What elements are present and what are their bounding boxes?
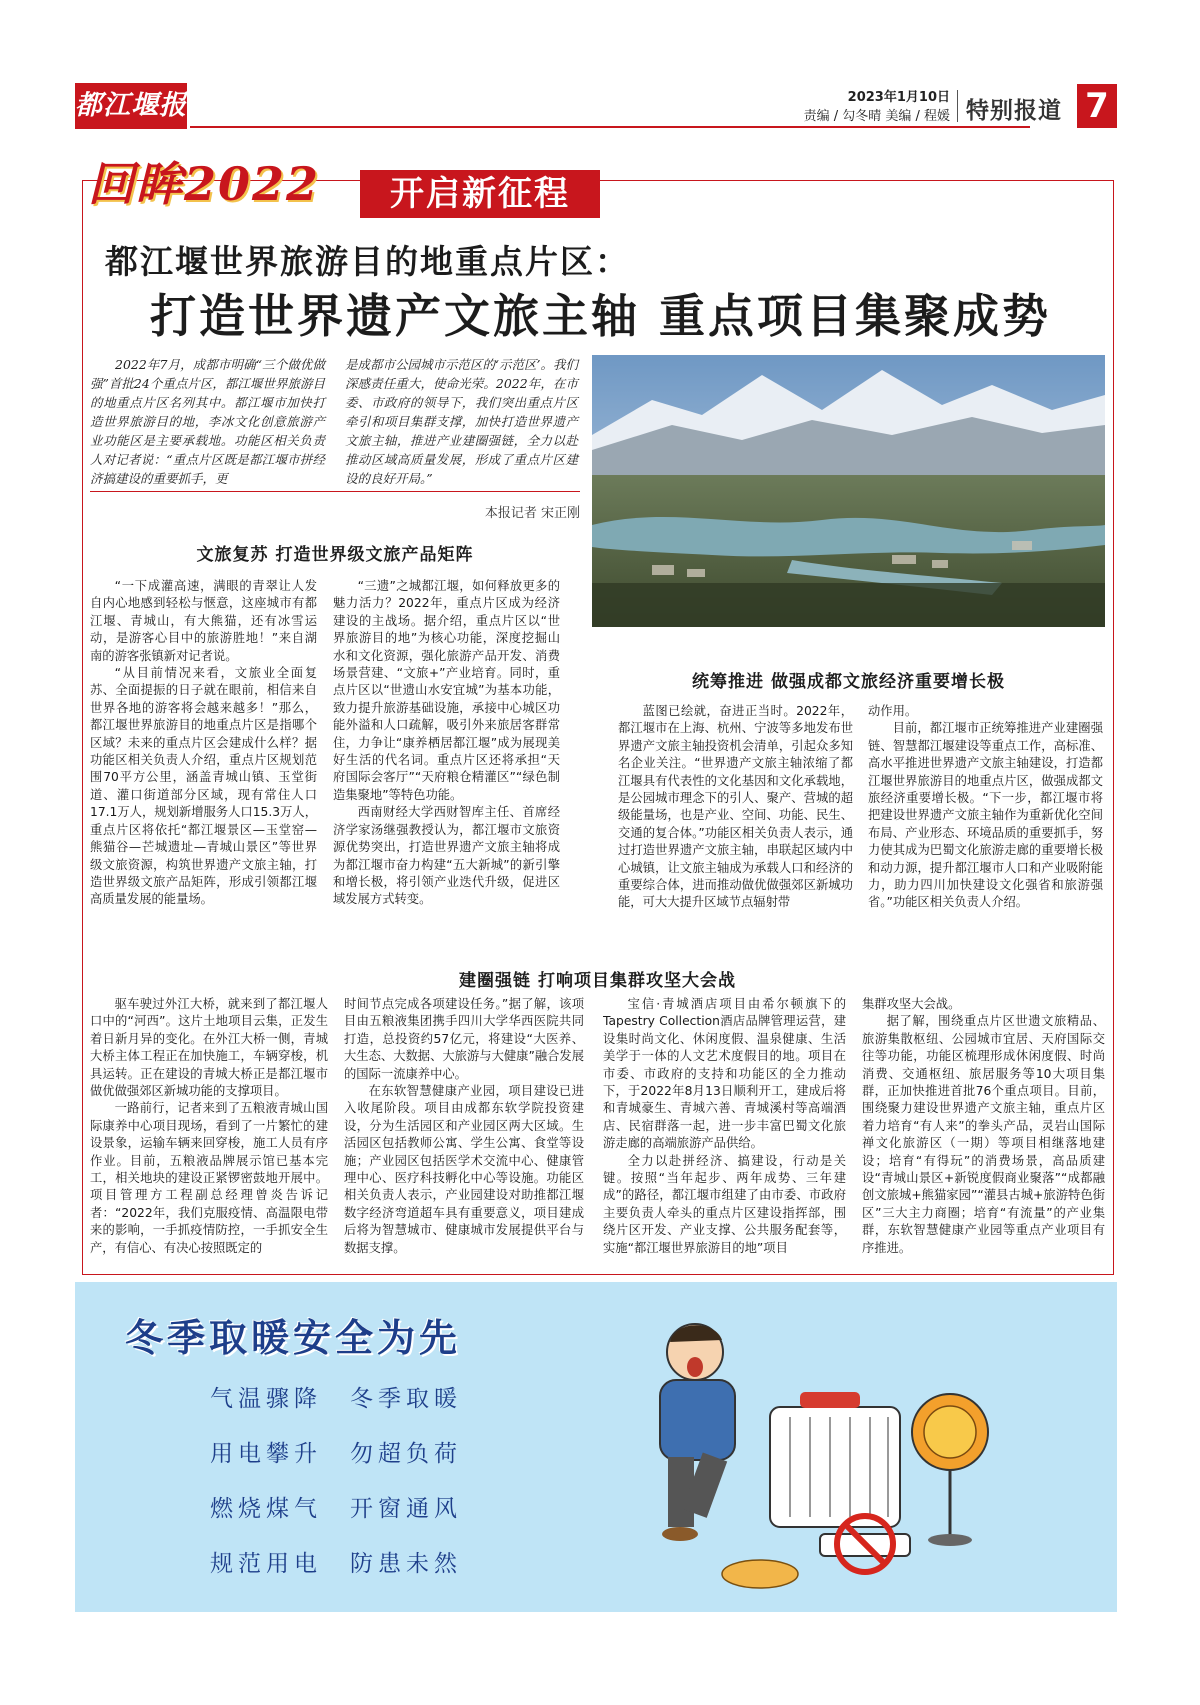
section-heading-1: 文旅复苏 打造世界级文旅产品矩阵 [196,545,474,565]
paragraph: “从目前情况来看，文旅业全面复苏、全面提振的日子就在眼前，相信来自世界各地的游客将会越来越多！”那么，都江堰世界旅游目的地重点片区是指哪个区域？未来的重点片区会建成什么样？据功能区相关负责人介绍，重点片区规划范围70平方公里，涵盖青城山镇、玉堂街道、灌口街道部分区域，现有常住人口17.1万人，规划新增服务人口15.3万人，重点片区将依托“都江堰景区—玉堂窑—熊猫谷—芒城遗址—青城山景区”等世界级文旅资源，构筑世界遗产文旅主轴，打造世界级文旅产品矩阵，形成引领都江堰高质量发展的能量场。 [90,666,317,907]
slogan-phrase: 气温骤降 [210,1386,322,1412]
page-number: 7 [1077,84,1117,128]
slogan-phrase: 防患未然 [350,1551,462,1577]
lead-divider [90,491,580,492]
safety-slogan-line [210,1380,490,1413]
safety-slogan-line [210,1545,490,1578]
paragraph: 全力以赴拼经济、搞建设，行动是关键。按照“当年起步、两年成势、三年建成”的路径，都江堰市组建了由市委、市政府主要负责人牵头的重点片区建设指挥部，围绕片区开发、产业支撑、公共服务配套等，实施“都江堰世界旅游目的地”项目 [603,1153,846,1255]
lead-paragraph-1: 2022年7月，成都市明确“三个做优做强”首批24个重点片区，都江堰世界旅游目的地重点片区名列其中。都江堰市加快打造世界旅游目的地，李冰文化创意旅游产业功能区是主要承载地。功能区相关负责人对记者说：“重点片区既是都江堰市拼经济搞建设的重要抓手，更 [90,357,325,486]
slogan-phrase: 用电攀升 [210,1441,322,1467]
paragraph: 驱车驶过外江大桥，就来到了都江堰人口中的“河西”。这片土地项目云集，正发生着日新月异的变化。在外江大桥一侧，青城大桥主体工程正在加快施工，车辆穿梭，机具运转。正在建设的青城大桥正是都江堰市做优做强郊区新城功能的支撑项目。 [90,997,328,1099]
editors-credit: 责编 / 勾冬晴 美编 / 程媛 [803,109,950,124]
paragraph: “一下成灌高速，满眼的青翠让人发自内心地感到轻松与惬意，这座城市有都江堰、青城山，有大熊猫，还有冰雪运动，是游客心目中的旅游胜地！”来自湖南的游客张镇新对记者说。 [90,579,317,663]
slogan-phrase: 开窗通风 [350,1496,462,1522]
heater-warning-illustration [640,1312,1040,1602]
paragraph: “三遗”之城都江堰，如何释放更多的魅力活力？2022年，重点片区成为经济建设的主战场。据介绍，重点片区以“世界旅游目的地”为核心功能，深度挖掘山水和文化资源，强化旅游产品开发、消费场景营建、“文旅+”产业培育。同时，重点片区以“世遗山水安宜城”为基本功能，致力提升旅游基础设施，承接中心城区功能外溢和人口疏解，吸引外来旅居客群常住，力争让“康养栖居都江堰”成为展现美好生活的代名词。重点片区还将承担“天府国际会客厅”“天府粮仓精灌区”“绿色制造集聚地”等特色功能。 [333,579,560,802]
newspaper-logo: 都江堰报 [75,83,187,129]
headline-main: 打造世界遗产文旅主轴 重点项目集聚成势 [150,289,1052,343]
section-heading-2: 统筹推进 做强成都文旅经济重要增长极 [692,672,1005,692]
section3-column-3 [603,996,846,1268]
paragraph: 宝信·青城酒店项目由希尔顿旗下的Tapestry Collection酒店品牌管理运营，建设集时尚文化、休闲度假、温泉健康、生活美学于一体的人文艺术度假目的地。项目在市委、市政府的支持和功能区的全力推动下，于2022年8月13日顺利开工，建成后将和青城豪生、青城六善、青城溪村等高端酒店、民宿群落一起，进一步丰富巴蜀文化旅游走廊的高端旅游产品供给。 [603,997,846,1151]
banner-subtitle: 开启新征程 [360,170,600,218]
cartoon-man-heater-icon [640,1312,1040,1602]
paragraph: 蓝图已绘就，奋进正当时。2022年，都江堰市在上海、杭州、宁波等多地发布世界遗产文旅主轴投资机会清单，引起众多知名企业关注。“世界遗产文旅主轴浓缩了都江堰具有代表性的文化基因和文化承载地，是公园城市理念下的引人、聚产、营城的超级能量场，也是产业、空间、功能、民生、交通的复合体。”功能区相关负责人表示，通过打造世界遗产文旅主轴，串联起区域内中心城镇，让文旅主轴成为承载人口和经济的重要综合体，进而推动做优做强郊区新城功能，可大大提升区域节点辐射带 [618,704,853,910]
slogan-phrase: 规范用电 [210,1551,322,1577]
section1-column-2 [333,578,560,958]
paragraph: 西南财经大学西财智库主任、首席经济学家汤继强教授认为，都江堰市文旅资源优势突出，打造世界遗产文旅主轴将成为都江堰市奋力构建“五大新城”的新引擎和增长极，将引领产业迭代升级，促进区域发展方式转变。 [333,805,560,907]
headline-kicker: 都江堰世界旅游目的地重点片区： [105,242,630,281]
banner-year-title: 回眸2022 [88,157,321,211]
paragraph: 一路前行，记者来到了五粮液青城山国际康养中心项目现场，看到了一片繁忙的建设景象，运输车辆来回穿梭，施工人员有序作业。目前，五粮液品牌展示馆已基本完工，相关地块的建设正紧锣密鼓地开展中。项目管理方工程副总经理曾炎告诉记者：“2022年，我们克服疫情、高温限电带来的影响，一手抓疫情防控，一手抓安全生产，有信心、有决心按照既定的 [90,1101,328,1255]
landscape-photo [592,355,1105,627]
slogan-phrase: 冬季取暖 [350,1386,462,1412]
section3-column-1 [90,996,328,1268]
mountain-river-image [592,355,1105,627]
paragraph: 目前，都江堰市正统筹推进产业建圈强链、智慧都江堰建设等重点工作，高标准、高水平推进世界遗产文旅主轴建设，打造都江堰世界旅游目的地重点片区，做强成都文旅经济重要增长极。“下一步，都江堰市将把建设世界遗产文旅主轴作为重新优化空间布局、产业形态、环境品质的重要抓手，努力使其成为巴蜀文化旅游走廊的重要增长极和动力源，提升都江堰市人口和产业吸附能力，助力四川加快建设文化强省和旅游强省。”功能区相关负责人介绍。 [868,721,1103,910]
paragraph: 在东软智慧健康产业园，项目建设已进入收尾阶段。项目由成都东软学院投资建设，分为生活园区和产业园区两大区域。生活园区包括教师公寓、学生公寓、食堂等设施；产业园区包括医学术交流中心、健康管理中心、医疗科技孵化中心等设施。功能区相关负责人表示，产业园建设对助推都江堰数字经济弯道超车具有重要意义，项目建成后将为智慧城市、健康城市发展提供平台与数据支撑。 [344,1084,584,1255]
slogan-phrase: 勿超负荷 [350,1441,462,1467]
slogan-phrase: 燃烧煤气 [210,1496,322,1522]
paragraph: 动作用。 [868,704,918,718]
section1-column-1 [90,578,317,958]
section3-column-4 [862,996,1105,1268]
safety-slogan-line [210,1490,490,1523]
paragraph: 据了解，围绕重点片区世遗文旅精品、旅游集散枢纽、公园城市宜居、天府国际交往等功能，功能区梳理形成休闲度假、时尚消费、交通枢纽、旅居服务等10大项目集群，正加快推进首批76个重点项目。目前，围绕聚力建设世界遗产文旅主轴，重点片区着力培育“有人来”的拳头产品，灵岩山国际禅文化旅游区（一期）等项目相继落地建设；培育“有得玩”的消费场景，高品质建设“青城山景区+新锐度假商业聚落”“成都融创文旅城+熊猫家园”“灌县古城+旅游特色街区”三大主力商圈；培育“有流量”的产业集群，东软智慧健康产业园等重点产业项目有序推进。 [862,1014,1105,1255]
section2-column-2 [868,703,1103,958]
safety-ad-title: 冬季取暖安全为先 [125,1316,462,1360]
reporter-byline: 本报记者 宋正刚 [484,506,580,521]
masthead-rule [190,126,1030,128]
masthead-separator [957,90,958,122]
paragraph: 时间节点完成各项建设任务。”据了解，该项目由五粮液集团携手四川大学华西医院共同打造，总投资约57亿元，将建设“大医养、大生态、大数据、大旅游与大健康”融合发展的国际一流康养中心。 [344,997,584,1081]
issue-date: 2023年1月10日 [847,90,950,105]
section3-column-2 [344,996,584,1268]
section-heading-3: 建圈强链 打响项目集群攻坚大会战 [459,971,736,991]
safety-slogan-line [210,1435,490,1468]
section-name: 特别报道 [966,98,1062,124]
section2-column-1 [618,703,853,958]
paragraph: 集群攻坚大会战。 [862,997,961,1011]
lead-paragraph-2: 是成都市公园城市示范区的‘示范区’。我们深感责任重大，使命光荣。2022年，在市委、市政府的领导下，我们突出重点片区牵引和项目集群支撑，加快打造世界遗产文旅主轴，推进产业建圈强链，全力以赴推动区域高质量发展，形成了重点片区建设的良好开局。” [345,357,578,486]
